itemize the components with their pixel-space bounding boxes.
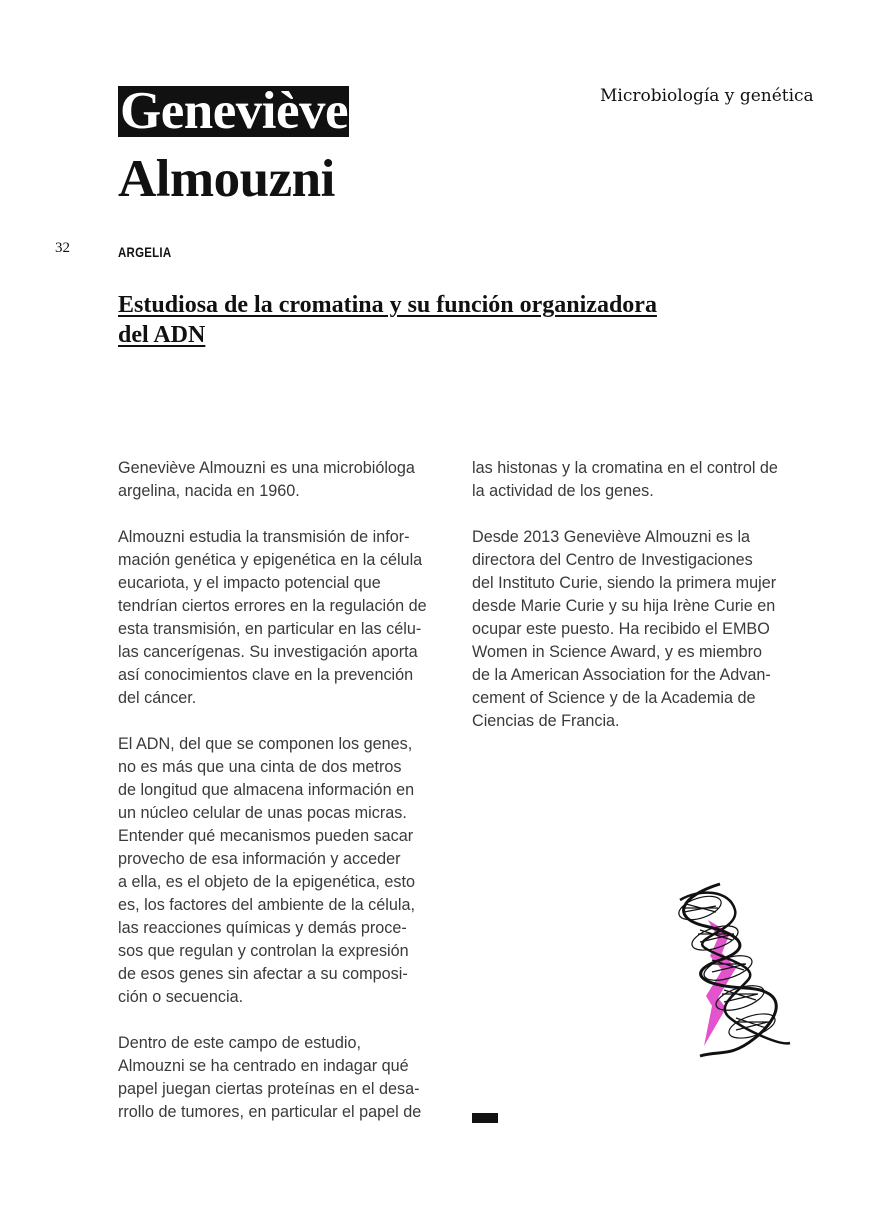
text-line: argelina, nacida en 1960. — [118, 482, 300, 500]
subtitle-line-1: Estudiosa de la cromatina y su función organizadora — [118, 292, 657, 318]
text-line: directora del Centro de Investigaciones — [472, 551, 753, 569]
paragraph — [472, 457, 802, 503]
text-line: Ciencias de Francia. — [472, 712, 620, 730]
text-line: del cáncer. — [118, 689, 197, 707]
text-line: del Instituto Curie, siendo la primera mujer — [472, 574, 777, 592]
text-line: mación genética y epigenética en la célula — [118, 551, 423, 569]
text-line: papel juegan ciertas proteínas en el desa- — [118, 1080, 420, 1098]
paragraph — [118, 1032, 448, 1124]
text-line: esta transmisión, en particular en las célu- — [118, 620, 422, 638]
text-line: Dentro de este campo de estudio, — [118, 1034, 361, 1052]
body-column-right — [472, 457, 802, 756]
text-line: las reacciones químicas y demás proce- — [118, 919, 407, 937]
text-line: desde Marie Curie y su hija Irène Curie en — [472, 597, 776, 615]
text-line: Almouzni se ha centrado en indagar qué — [118, 1057, 409, 1075]
text-line: de longitud que almacena información en — [118, 781, 415, 799]
paragraph — [118, 457, 448, 503]
first-name-heading: Geneviève — [120, 82, 349, 140]
text-line: de esos genes sin afectar a su composi- — [118, 965, 408, 983]
paragraph — [472, 526, 802, 733]
paragraph — [118, 526, 448, 710]
text-line: El ADN, del que se componen los genes, — [118, 735, 413, 753]
text-line: cement of Science y de la Academia de — [472, 689, 756, 707]
text-line: a ella, es el objeto de la epigenética, esto — [118, 873, 415, 891]
text-line: rrollo de tumores, en particular el papel de — [118, 1103, 422, 1121]
paragraph — [118, 733, 448, 1009]
last-name-heading: Almouzni — [118, 150, 335, 208]
subtitle — [118, 290, 738, 350]
text-line: las histonas y la cromatina en el control de — [472, 459, 778, 477]
text-line: así conocimientos clave en la prevención — [118, 666, 414, 684]
text-line: Desde 2013 Geneviève Almouzni es la — [472, 528, 751, 546]
text-line: eucariota, y el impacto potencial que — [118, 574, 381, 592]
dna-helix-icon — [660, 878, 795, 1058]
text-line: un núcleo celular de unas pocas micras. — [118, 804, 407, 822]
text-line: las cancerígenas. Su investigación aporta — [118, 643, 418, 661]
text-line: Geneviève Almouzni es una microbióloga — [118, 459, 415, 477]
text-line: es, los factores del ambiente de la célula, — [118, 896, 415, 914]
text-line: Entender qué mecanismos pueden sacar — [118, 827, 414, 845]
text-line: tendrían ciertos errores en la regulación de — [118, 597, 427, 615]
country-label: ARGELIA — [118, 244, 172, 260]
section-label: Microbiología y genética — [600, 86, 814, 106]
end-of-article-mark — [472, 1113, 498, 1123]
subtitle-line-2: del ADN — [118, 322, 206, 348]
body-column-left — [118, 457, 448, 1147]
text-line: provecho de esa información y acceder — [118, 850, 401, 868]
text-line: ción o secuencia. — [118, 988, 244, 1006]
text-line: no es más que una cinta de dos metros — [118, 758, 402, 776]
text-line: ocupar este puesto. Ha recibido el EMBO — [472, 620, 770, 638]
text-line: sos que regulan y controlan la expresión — [118, 942, 409, 960]
page-number: 32 — [55, 240, 70, 256]
text-line: de la American Association for the Advan- — [472, 666, 771, 684]
text-line: la actividad de los genes. — [472, 482, 654, 500]
text-line: Almouzni estudia la transmisión de infor- — [118, 528, 410, 546]
text-line: Women in Science Award, y es miembro — [472, 643, 762, 661]
